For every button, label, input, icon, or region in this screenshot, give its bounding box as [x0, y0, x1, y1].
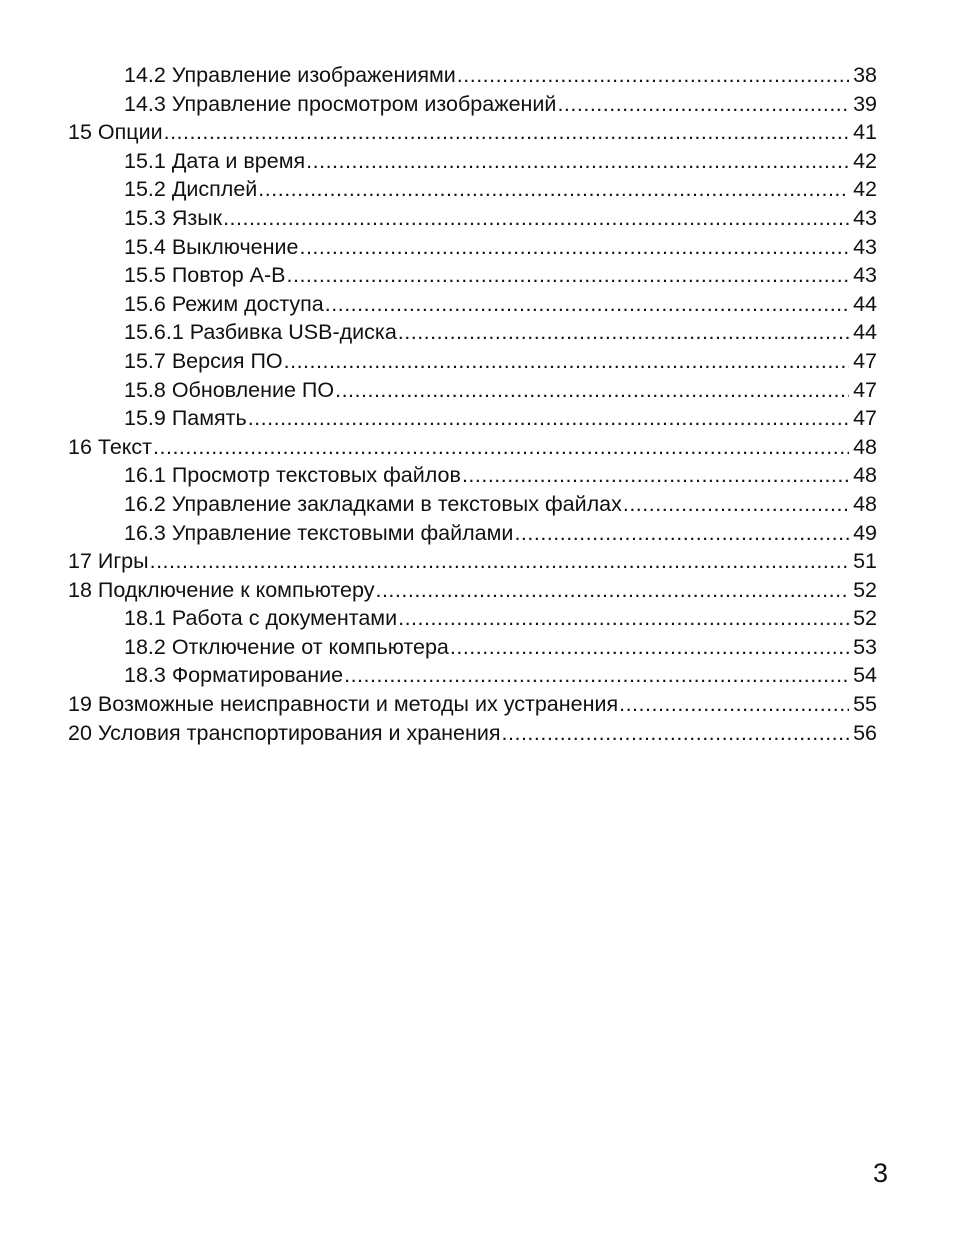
toc-entry-label: 19 Возможные неисправности и методы их устранения	[68, 692, 619, 717]
toc-entry-page: 49	[853, 520, 877, 545]
toc-entry-label: 16 Текст	[68, 434, 153, 459]
toc-entry-label: 15.6.1 Разбивка USB-диска	[124, 320, 397, 345]
toc-entry-label: 18.2 Отключение от компьютера	[124, 634, 449, 659]
toc-entry	[0, 490, 954, 519]
toc-entry-page: 41	[853, 120, 877, 145]
toc-entry	[0, 233, 954, 262]
toc-dot-leader	[258, 175, 849, 204]
toc-entry	[0, 347, 954, 376]
toc-entry-page: 44	[853, 320, 877, 345]
toc-entry	[0, 204, 954, 233]
toc-entry-page: 47	[853, 406, 877, 431]
toc-entry	[0, 633, 954, 662]
toc-dot-leader	[457, 61, 849, 90]
toc-dot-leader	[514, 519, 849, 548]
toc-entry-label: 14.2 Управление изображениями	[124, 63, 456, 87]
toc-dot-leader	[375, 576, 849, 605]
toc-entry-label: 15.9 Память	[124, 406, 247, 431]
toc-dot-leader	[623, 490, 849, 519]
toc-entry-page: 47	[853, 377, 877, 402]
toc-dot-leader	[398, 318, 849, 347]
toc-entry-page: 51	[853, 549, 877, 574]
toc-dot-leader	[450, 633, 849, 662]
toc-entry-label: 15.6 Режим доступа	[124, 291, 324, 316]
table-of-contents	[0, 61, 954, 747]
toc-entry	[0, 90, 954, 119]
toc-entry	[0, 147, 954, 176]
toc-entry-label: 18 Подключение к компьютеру	[68, 577, 375, 602]
toc-entry	[0, 175, 954, 204]
toc-entry-label: 15.3 Язык	[124, 205, 223, 230]
toc-entry-page: 47	[853, 348, 877, 373]
toc-entry-page: 43	[853, 205, 877, 230]
toc-entry	[0, 290, 954, 319]
toc-dot-leader	[248, 404, 849, 433]
toc-dot-leader	[150, 547, 849, 576]
toc-dot-leader	[502, 719, 849, 748]
toc-entry-page: 43	[853, 234, 877, 259]
toc-dot-leader	[335, 376, 849, 405]
toc-entry-label: 16.2 Управление закладками в текстовых файлах	[124, 491, 622, 516]
toc-dot-leader	[164, 118, 849, 147]
toc-entry-page: 38	[853, 63, 877, 87]
toc-entry	[0, 719, 954, 748]
toc-entry	[0, 690, 954, 719]
toc-entry-label: 16.1 Просмотр текстовых файлов	[124, 463, 461, 488]
toc-dot-leader	[344, 661, 849, 690]
toc-entry-page: 44	[853, 291, 877, 316]
toc-entry	[0, 547, 954, 576]
toc-entry-label: 16.3 Управление текстовыми файлами	[124, 520, 514, 545]
toc-entry	[0, 604, 954, 633]
toc-entry	[0, 461, 954, 490]
toc-entry-page: 55	[853, 692, 877, 717]
toc-entry-label: 20 Условия транспортирования и хранения	[68, 720, 501, 745]
toc-dot-leader	[619, 690, 849, 719]
toc-entry	[0, 661, 954, 690]
toc-entry	[0, 576, 954, 605]
toc-entry-page: 52	[853, 606, 877, 631]
toc-entry	[0, 519, 954, 548]
toc-entry-page: 56	[853, 720, 877, 745]
toc-entry-page: 54	[853, 663, 877, 688]
toc-dot-leader	[223, 204, 849, 233]
toc-dot-leader	[299, 233, 849, 262]
toc-entry-label: 17 Игры	[68, 549, 149, 574]
toc-entry-label: 15.7 Версия ПО	[124, 348, 283, 373]
toc-entry-page: 39	[853, 91, 877, 116]
toc-entry-page: 53	[853, 634, 877, 659]
toc-entry-page: 52	[853, 577, 877, 602]
toc-entry-page: 42	[853, 177, 877, 202]
toc-entry-page: 48	[853, 491, 877, 516]
toc-dot-leader	[325, 290, 849, 319]
toc-entry-label: 14.3 Управление просмотром изображений	[124, 91, 557, 116]
toc-entry-label: 15.1 Дата и время	[124, 148, 306, 173]
toc-dot-leader	[153, 433, 849, 462]
toc-entry	[0, 61, 954, 90]
toc-entry-page: 48	[853, 434, 877, 459]
toc-entry-page: 48	[853, 463, 877, 488]
toc-dot-leader	[462, 461, 849, 490]
toc-entry	[0, 433, 954, 462]
toc-dot-leader	[306, 147, 849, 176]
toc-entry-label: 15.4 Выключение	[124, 234, 299, 259]
toc-entry-label: 15.8 Обновление ПО	[124, 377, 335, 402]
toc-entry-label: 18.3 Форматирование	[124, 663, 344, 688]
toc-entry-label: 15.5 Повтор А-В	[124, 263, 286, 288]
toc-entry	[0, 118, 954, 147]
toc-entry	[0, 404, 954, 433]
toc-dot-leader	[287, 261, 849, 290]
toc-entry-label: 15 Опции	[68, 120, 163, 145]
toc-dot-leader	[557, 90, 849, 119]
toc-entry-label: 18.1 Работа с документами	[124, 606, 398, 631]
toc-dot-leader	[284, 347, 849, 376]
toc-entry	[0, 376, 954, 405]
toc-entry	[0, 261, 954, 290]
toc-dot-leader	[398, 604, 849, 633]
page-number: 3	[872, 1158, 888, 1188]
toc-entry	[0, 318, 954, 347]
toc-entry-label: 15.2 Дисплей	[124, 177, 258, 202]
toc-entry-page: 43	[853, 263, 877, 288]
toc-entry-page: 42	[853, 148, 877, 173]
